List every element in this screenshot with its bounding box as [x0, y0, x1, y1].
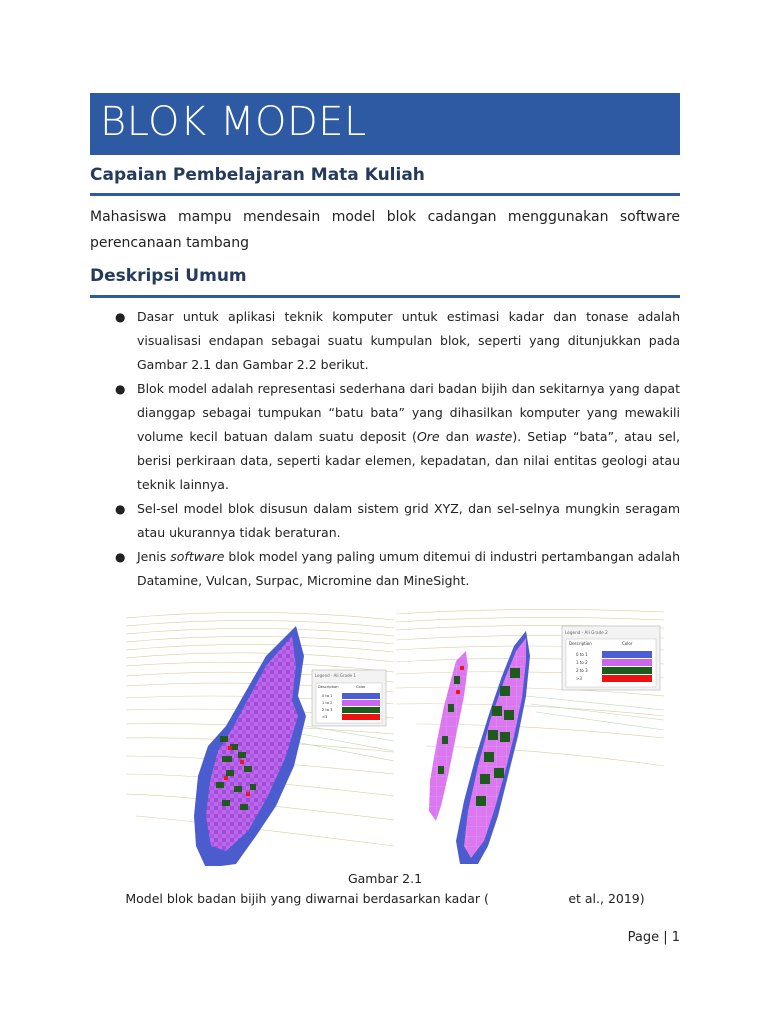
- legend-row-label: 1 to 2: [322, 701, 333, 705]
- figure-caption-number: Gambar 2.1: [347, 871, 423, 886]
- bullet-text: Blok model adalah representasi sederhana dari badan bijih dan sekitarnya yang dapat dianggap sebagai tumpukan “batu bata” yang dihasilkan komputer yang mewakili volume kecil batuan dalam suatu deposit (: [137, 381, 680, 444]
- right-panel: [396, 606, 664, 866]
- page-title: BLOK MODEL: [100, 99, 367, 145]
- legend-row-label: 0 to 1: [322, 694, 333, 698]
- legend-header-color: Color: [622, 641, 633, 646]
- legend-row-label: 2 to 3: [576, 668, 588, 673]
- legend-row-label: 2 to 3: [322, 708, 333, 712]
- section-divider: [90, 193, 680, 196]
- legend-color-swatch: [602, 651, 652, 658]
- legend-color-swatch: [342, 714, 380, 720]
- bullet-item: [90, 545, 680, 593]
- legend-color-swatch: [342, 693, 380, 699]
- bullet-list: [90, 305, 680, 593]
- left-panel: [126, 606, 394, 866]
- bullet-text: Dasar untuk aplikasi teknik komputer untuk estimasi kadar dan tonase adalah visualisasi endapan sebagai suatu kumpulan blok, seperti yang ditunjukkan pada Gambar 2.1 dan Gambar 2.2 berikut.: [137, 309, 680, 372]
- section-heading-deskripsi: Deskripsi Umum: [90, 266, 247, 286]
- legend-row-label: >3: [576, 676, 582, 681]
- legend-color-swatch: [602, 667, 652, 674]
- legend-color-swatch: [342, 707, 380, 713]
- bullet-dot-icon: ●: [115, 310, 126, 324]
- bullet-text: Jenis: [137, 549, 171, 564]
- legend-color-swatch: [602, 675, 652, 682]
- bullet-dot-icon: ●: [115, 502, 126, 516]
- page-number: Page | 1: [627, 930, 680, 945]
- bullet-item: [90, 305, 680, 377]
- section-divider: [90, 295, 680, 298]
- bullet-text: Sel-sel model blok disusun dalam sistem grid XYZ, dan sel-selnya mungkin seragam atau ukurannya tidak beraturan.: [137, 501, 680, 540]
- bullet-text: waste: [475, 429, 513, 444]
- legend-row-label: 0 to 1: [576, 652, 588, 657]
- legend-title: Legend - Ali Grade 2: [565, 630, 608, 635]
- legend-color-swatch: [342, 700, 380, 706]
- bullet-text: Ore: [416, 429, 440, 444]
- legend-row-label: >3: [322, 715, 328, 719]
- bullet-item: [90, 497, 680, 545]
- right-legend: [562, 626, 660, 690]
- legend-row-label: 1 to 2: [576, 660, 588, 665]
- figure-caption-text: Model blok badan bijih yang diwarnai berdasarkan kadar ( et al., 2019): [125, 891, 645, 906]
- bullet-dot-icon: ●: [115, 550, 126, 564]
- block-model-figure: [126, 606, 664, 866]
- title-banner: [90, 93, 680, 155]
- section-heading-cpmk: Capaian Pembelajaran Mata Kuliah: [90, 165, 425, 185]
- legend-title: Legend - Ali Grade 1: [315, 673, 356, 678]
- legend-header-color: Color: [356, 685, 366, 689]
- bullet-dot-icon: ●: [115, 382, 126, 396]
- bullet-text: dan: [439, 429, 476, 444]
- left-legend: [312, 670, 386, 726]
- bullet-item: [90, 377, 680, 497]
- bullet-text: blok model yang paling umum ditemui di industri pertambangan adalah Datamine, Vulcan, Surpac, Micromine dan MineSight.: [137, 549, 681, 588]
- bullet-text: ). Setiap “bata”, atau sel, berisi perkiraan data, seperti kadar elemen, kepadatan, dan nilai entitas geologi atau teknik lainnya.: [137, 429, 681, 492]
- legend-color-swatch: [602, 659, 652, 666]
- legend-header-description: Description: [318, 685, 339, 689]
- legend-header-description: Description: [569, 641, 592, 646]
- cpmk-text: Mahasiswa mampu mendesain model blok cadangan menggunakan software perencanaan tambang: [90, 209, 680, 251]
- bullet-text: software: [170, 549, 225, 564]
